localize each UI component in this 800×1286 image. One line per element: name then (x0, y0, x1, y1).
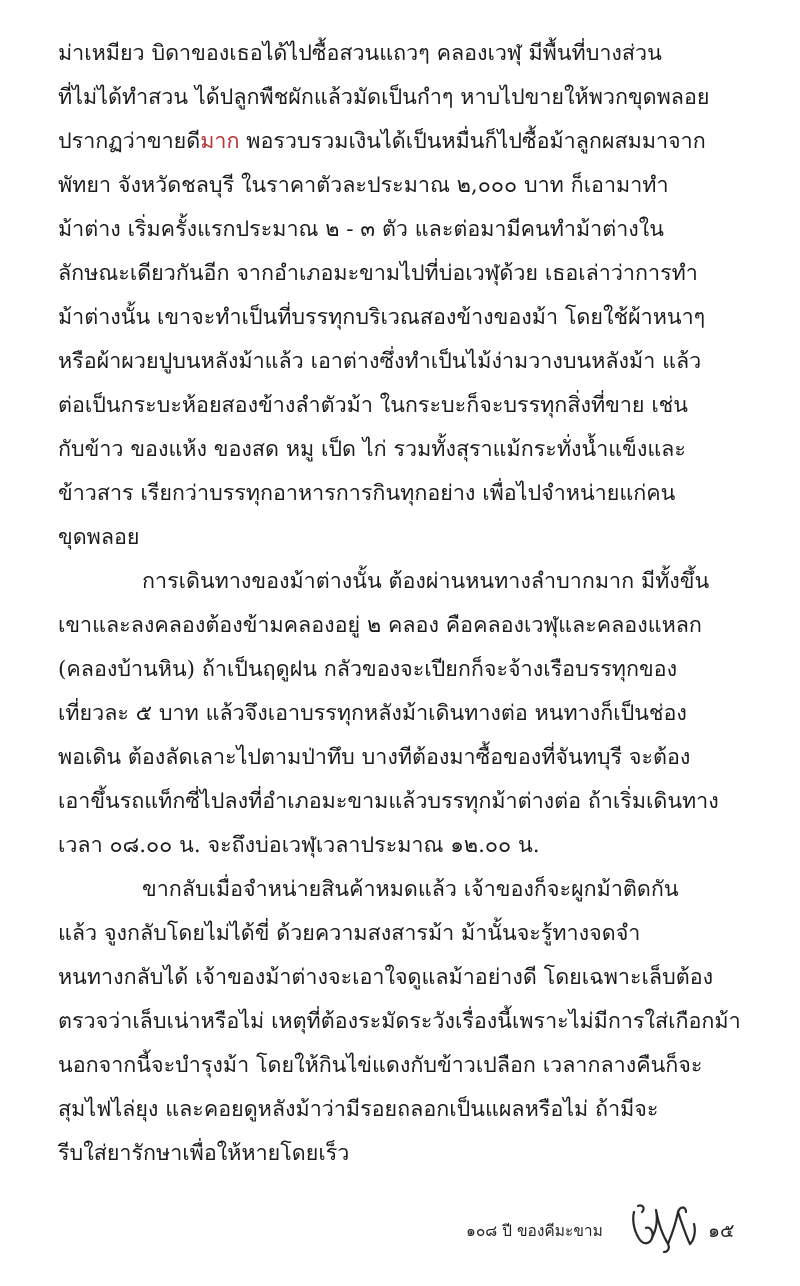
text-line: พอเดิน ต้องลัดเลาะไปตามป่าทึบ บางทีต้องมาซื้อของที่จันทบุรี จะต้อง (58, 745, 691, 770)
text-line: ต่อเป็นกระบะห้อยสองข้างลำตัวม้า ในกระบะก็จะบรรทุกสิ่งที่ขาย เช่น (58, 393, 688, 418)
text-line: เที่ยวละ ๕ บาท แล้วจึงเอาบรรทุกหลังม้าเดินทางต่อ หนทางก็เป็นช่อง (58, 701, 687, 726)
text-line: ลักษณะเดียวกันอีก จากอำเภอมะขามไปที่บ่อเวฬุด้วย เธอเล่าว่าการทำ (58, 261, 698, 286)
text-line: หรือผ้าผวยปูบนหลังม้าแล้ว เอาต่างซึ่งทำเป็นไม้ง่ามวางบนหลังม้า แล้ว (58, 349, 702, 374)
text-line: ตรวจว่าเล็บเน่าหรือไม่ เหตุที่ต้องระมัดระวังเรื่องนี้เพราะไม่มีการใส่เกือกม้า (58, 1009, 741, 1034)
page-number: ๑๕ (708, 1220, 735, 1242)
text-line: กับข้าว ของแห้ง ของสด หมู เป็ด ไก่ รวมทั้งสุราแม้กระทั่งน้ำแข็งและ (58, 437, 686, 462)
highlighted-text: มาก (200, 129, 240, 154)
text-line: ม้าต่าง เริ่มครั้งแรกประมาณ ๒ - ๓ ตัว และต่อมามีคนทำม้าต่างใน (58, 217, 664, 242)
text-line: ที่ไม่ได้ทำสวน ได้ปลูกพืชผักแล้วมัดเป็นกำๆ หาบไปขายให้พวกขุดพลอย (58, 85, 710, 110)
paragraph-start-line: การเดินทางของม้าต่างนั้น ต้องผ่านหนทางลำบากมาก มีทั้งขึ้น (142, 569, 710, 594)
page-footer (0, 1200, 800, 1260)
text-line: เวลา ๐๘.๐๐ น. จะถึงบ่อเวฬุเวลาประมาณ ๑๒.๐๐ น. (58, 833, 540, 858)
text-line: หนทางกลับได้ เจ้าของม้าต่างจะเอาใจดูแลม้าอย่างดี โดยเฉพาะเล็บต้อง (58, 965, 714, 990)
text-line: ข้าวสาร เรียกว่าบรรทุกอาหารการกินทุกอย่าง เพื่อไปจำหน่ายแก่คน (58, 481, 676, 506)
text-line: ม่าเหมียว บิดาของเธอได้ไปซื้อสวนแถวๆ คลองเวฬุ มีพื้นที่บางส่วน (58, 41, 662, 66)
text-line: รีบใส่ยารักษาเพื่อให้หายโดยเร็ว (58, 1141, 350, 1166)
text-line: แล้ว จูงกลับโดยไม่ได้ขี่ ด้วยความสงสารม้า ม้านั้นจะรู้ทางจดจำ (58, 921, 641, 946)
text-line: (คลองบ้านหิน) ถ้าเป็นฤดูฝน กลัวของจะเปียกก็จะจ้างเรือบรรทุกของ (58, 657, 678, 682)
handwritten-logo-icon (628, 1200, 700, 1256)
text-line: เขาและลงคลองต้องข้ามคลองอยู่ ๒ คลอง คือคลองเวฬุและคลองแหลก (58, 613, 702, 638)
paragraph-start-line: ขากลับเมื่อจำหน่ายสินค้าหมดแล้ว เจ้าของก็จะผูกม้าติดกัน (142, 877, 679, 902)
text-line: ขุดพลอย (58, 525, 140, 550)
text-line: เอาขึ้นรถแท็กซี่ไปลงที่อำเภอมะขามแล้วบรรทุกม้าต่างต่อ ถ้าเริ่มเดินทาง (58, 789, 719, 814)
text-line: สุมไฟไล่ยุง และคอยดูหลังม้าว่ามีรอยถลอกเป็นแผลหรือไม่ ถ้ามีจะ (58, 1097, 659, 1122)
book-title: ๑๐๘ ปี ของคีมะขาม (466, 1222, 603, 1240)
text-line (58, 128, 706, 156)
text-segment: พอรวบรวมเงินได้เป็นหมื่นก็ไปซื้อม้าลูกผสมมาจาก (239, 129, 706, 154)
text-line: พัทยา จังหวัดชลบุรี ในราคาตัวละประมาณ ๒,๐๐๐ บาท ก็เอามาทำ (58, 173, 669, 198)
text-segment: ปรากฏว่าขายดี (58, 129, 201, 154)
text-line: นอกจากนี้จะบำรุงม้า โดยให้กินไข่แดงกับข้าวเปลือก เวลากลางคืนก็จะ (58, 1053, 703, 1078)
text-line: ม้าต่างนั้น เขาจะทำเป็นที่บรรทุกบริเวณสองข้างของม้า โดยใช้ผ้าหนาๆ (58, 305, 706, 330)
